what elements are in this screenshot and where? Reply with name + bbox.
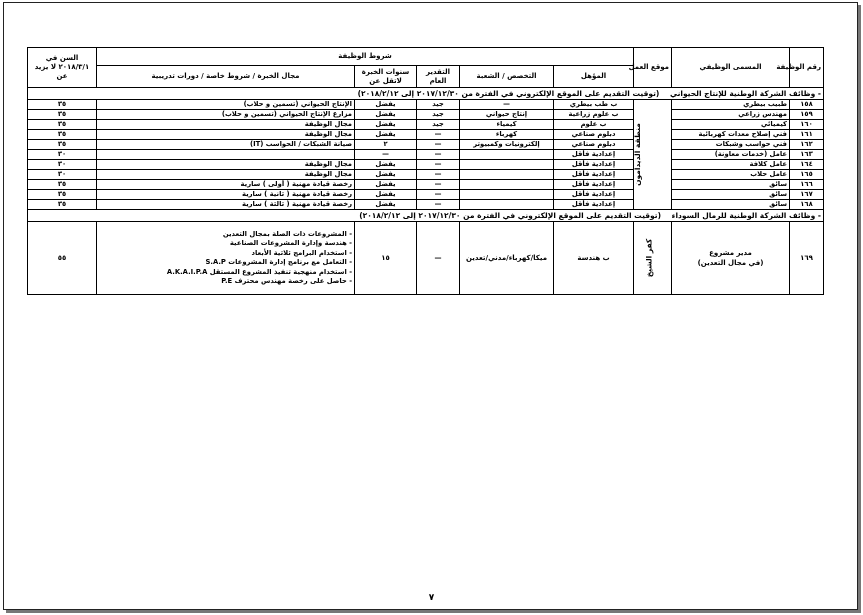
- experience-years: يفضل: [355, 180, 417, 190]
- job-title: عامل (خدمات معاونة): [672, 150, 790, 160]
- qualification: ب هندسة: [554, 222, 634, 295]
- job-title: عامل كلافة: [672, 160, 790, 170]
- job-number: ١٥٩: [790, 110, 824, 120]
- age: ٣٠: [28, 170, 97, 180]
- qualification: إعدادية فأقل: [554, 150, 634, 160]
- work-location: [634, 222, 672, 295]
- grade: —: [417, 180, 460, 190]
- qualification: ب علوم زراعية: [554, 110, 634, 120]
- section-title: - وظائف الشركة الوطنية للرمال السوداء: [671, 210, 822, 220]
- header-grade: التقدير العام: [417, 66, 460, 88]
- work-location: [634, 100, 672, 210]
- experience-field: صيانة الشبكات / الحواسب (IT): [97, 140, 355, 150]
- experience-field: مجال الوظيفة: [97, 160, 355, 170]
- job-number: ١٦٠: [790, 120, 824, 130]
- qualification: إعدادية فأقل: [554, 170, 634, 180]
- experience-years: ٢: [355, 140, 417, 150]
- specialization: [460, 150, 554, 160]
- qualification: إعدادية فأقل: [554, 200, 634, 210]
- table-row: [28, 170, 824, 180]
- table-row: [28, 130, 824, 140]
- table-row: [28, 100, 824, 110]
- age: ٣٥: [28, 110, 97, 120]
- job-title: [672, 222, 790, 295]
- specialization: إنتاج حيواني: [460, 110, 554, 120]
- grade: جيد: [417, 100, 460, 110]
- experience-years: يفضل: [355, 190, 417, 200]
- experience-years: يفضل: [355, 200, 417, 210]
- work-location-label: منطقة الديدامون: [633, 122, 643, 186]
- field-line: - التعامل مع برنامج إدارة المشروعات S.A.P: [205, 258, 353, 266]
- experience-field: مجال الوظيفة: [97, 120, 355, 130]
- section-note: (توقيت التقديم على الموقع الإلكتروني في الفترة من ٢٠١٧/١٢/٣٠ إلى ٢٠١٨/٢/١٢): [359, 210, 662, 220]
- table-row: [28, 120, 824, 130]
- table-row: [28, 222, 824, 295]
- job-number: ١٦٤: [790, 160, 824, 170]
- field-line: - المشروعات ذات الصلة بمجال التعدين: [222, 229, 353, 238]
- experience-field: مجال الوظيفة: [97, 130, 355, 140]
- experience-years: يفضل: [355, 110, 417, 120]
- work-location-label: كفر الشيخ: [644, 238, 654, 278]
- job-number: ١٥٨: [790, 100, 824, 110]
- job-number: ١٦٦: [790, 180, 824, 190]
- qualification: إعدادية فأقل: [554, 180, 634, 190]
- experience-years: —: [355, 150, 417, 160]
- field-line: - حاصل على رخصة مهندس محترف P.E: [221, 277, 353, 285]
- section-header: [28, 88, 824, 100]
- qualification: ب طب بيطري: [554, 100, 634, 110]
- job-number: ١٦٢: [790, 140, 824, 150]
- experience-years: يفضل: [355, 120, 417, 130]
- experience-field: رخصة قيادة مهنية ( أولى ) سارية: [97, 180, 355, 190]
- table-row: [28, 110, 824, 120]
- table-row: [28, 190, 824, 200]
- job-title: مهندس زراعي: [672, 110, 790, 120]
- job-title: سائق: [672, 190, 790, 200]
- specialization: [460, 180, 554, 190]
- job-title: كيميائي: [672, 120, 790, 130]
- specialization: [460, 160, 554, 170]
- experience-years: ١٥: [355, 222, 417, 295]
- age: ٥٥: [28, 222, 97, 295]
- field-line: - هندسة وإدارة المشروعات الصناعية: [229, 239, 353, 247]
- qualification: ب علوم: [554, 120, 634, 130]
- experience-field: مزارع الإنتاج الحيواني (تسمين و حلاب): [97, 110, 355, 120]
- age: ٣٥: [28, 190, 97, 200]
- section-title: - وظائف الشركة الوطنية للإنتاج الحيواني: [669, 88, 822, 98]
- age: ٣٥: [28, 120, 97, 130]
- table-row: [28, 200, 824, 210]
- field-line: - استخدام البرامج ثلاثية الأبعاد: [251, 248, 353, 257]
- qualification: إعدادية فأقل: [554, 190, 634, 200]
- specialization: كهرباء: [460, 130, 554, 140]
- header-job-no: رقم الوظيفة: [790, 48, 824, 88]
- table-row: [28, 180, 824, 190]
- experience-field: [97, 150, 355, 160]
- grade: —: [417, 130, 460, 140]
- table-row: [28, 140, 824, 150]
- job-title: طبيب بيطري: [672, 100, 790, 110]
- experience-field: الإنتاج الحيواني (تسمين و حلاب): [97, 100, 355, 110]
- age: ٣٥: [28, 100, 97, 110]
- experience-field: رخصة قيادة مهنية ( ثالثة ) سارية: [97, 200, 355, 210]
- experience-years: يفضل: [355, 170, 417, 180]
- header-specialization: التخصص / الشعبة: [460, 66, 554, 88]
- age: ٣٠: [28, 160, 97, 170]
- age: ٣٥: [28, 130, 97, 140]
- job-number: ١٦١: [790, 130, 824, 140]
- age: ٣٥: [28, 180, 97, 190]
- specialization: كيمياء: [460, 120, 554, 130]
- experience-years: يفضل: [355, 160, 417, 170]
- job-number: ١٦٣: [790, 150, 824, 160]
- experience-years: يفضل: [355, 100, 417, 110]
- experience-field: رخصة قيادة مهنية ( ثانية ) سارية: [97, 190, 355, 200]
- qualification: دبلوم صناعي: [554, 140, 634, 150]
- grade: —: [417, 170, 460, 180]
- job-number: ١٦٩: [790, 222, 824, 295]
- section-note: (توقيت التقديم على الموقع الإلكتروني في الفترة من ٢٠١٧/١٢/٣٠ إلى ٢٠١٨/٢/١٢): [357, 88, 660, 98]
- experience-field: [97, 222, 355, 295]
- job-title: عامل حلاب: [672, 170, 790, 180]
- table-row: [28, 150, 824, 160]
- job-number: ١٦٥: [790, 170, 824, 180]
- header-experience-field: مجال الخبرة / شروط خاصة / دورات تدريبية: [97, 66, 355, 88]
- job-title-line: مدير مشروع: [709, 249, 752, 257]
- specialization: —: [460, 100, 554, 110]
- jobs-table: [27, 47, 824, 295]
- grade: —: [417, 190, 460, 200]
- header-conditions: شروط الوظيفة: [97, 48, 634, 66]
- header-job-title: المسمى الوظيفي: [672, 48, 790, 88]
- header-qualification: المؤهل: [554, 66, 634, 88]
- qualification: إعدادية فأقل: [554, 160, 634, 170]
- age: ٣٥: [28, 140, 97, 150]
- specialization: [460, 170, 554, 180]
- qualification: دبلوم صناعي: [554, 130, 634, 140]
- experience-years: يفضل: [355, 130, 417, 140]
- grade: —: [417, 222, 460, 295]
- job-number: ١٦٨: [790, 200, 824, 210]
- grade: —: [417, 160, 460, 170]
- table-row: [28, 160, 824, 170]
- specialization: [460, 190, 554, 200]
- job-title: فني حواسب وشبكات: [672, 140, 790, 150]
- grade: جيد: [417, 120, 460, 130]
- grade: —: [417, 140, 460, 150]
- header-work-location: موقع العمل: [634, 48, 672, 88]
- grade: —: [417, 200, 460, 210]
- header-experience-years: سنوات الخبرة لاتقل عن: [355, 66, 417, 88]
- section-header: [28, 210, 824, 222]
- grade: جيد: [417, 110, 460, 120]
- specialization: ميكا/كهرباء/مدني/تعدين: [460, 222, 554, 295]
- job-title-line: (في مجال التعدين): [697, 259, 764, 267]
- job-number: ١٦٧: [790, 190, 824, 200]
- specialization: [460, 200, 554, 210]
- header-age: السن في ٢٠١٨/٣/١ لا يزيد عن: [28, 48, 97, 88]
- age: ٣٠: [28, 150, 97, 160]
- job-title: سائق: [672, 180, 790, 190]
- experience-field: مجال الوظيفة: [97, 170, 355, 180]
- job-title: فني إصلاح معدات كهربائية: [672, 130, 790, 140]
- page-number: ٧: [428, 593, 435, 603]
- grade: —: [417, 150, 460, 160]
- job-title: سائق: [672, 200, 790, 210]
- field-line: - استخدام منهجية تنفيذ المشروع المستقل A.K.A.I.P.A: [166, 267, 353, 276]
- specialization: إلكترونيات وكمبيوتر: [460, 140, 554, 150]
- age: ٣٥: [28, 200, 97, 210]
